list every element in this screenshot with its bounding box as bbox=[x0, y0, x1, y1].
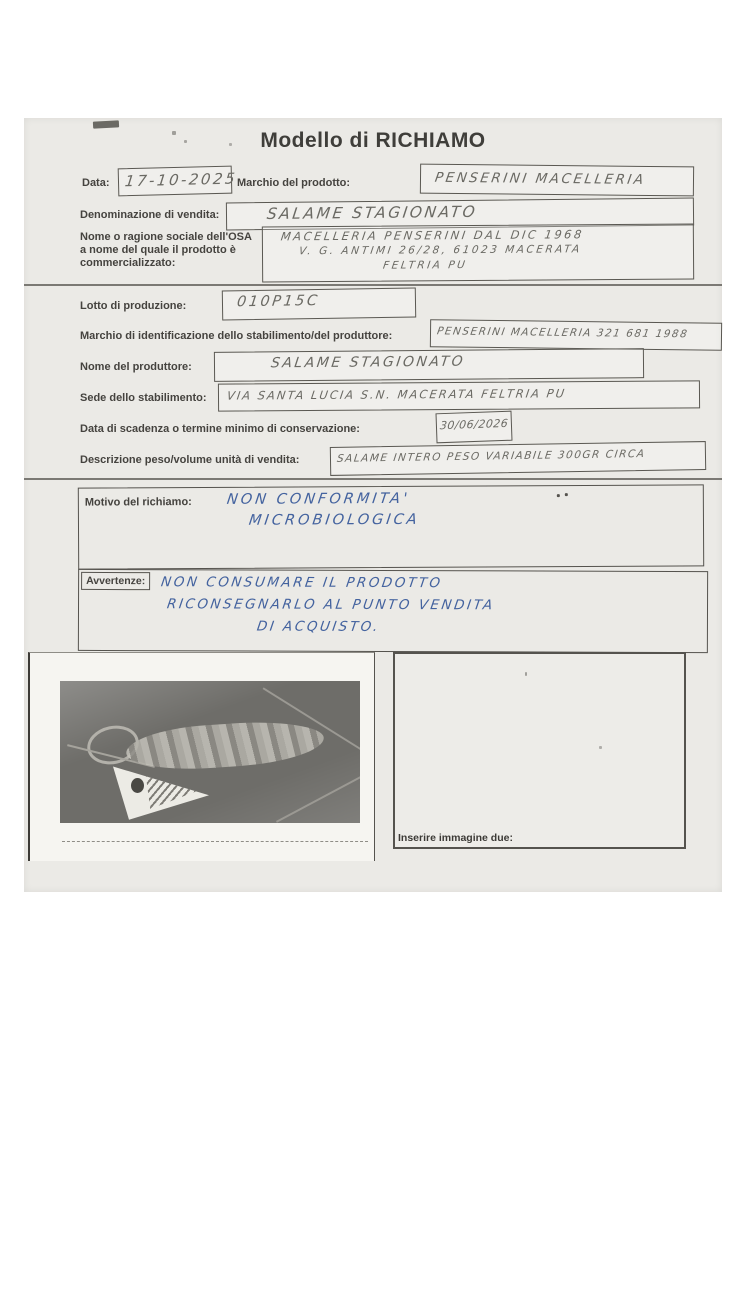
motivo-line1: NON CONFORMITA' bbox=[225, 490, 412, 508]
image-one-box bbox=[28, 652, 375, 861]
field-osa-value-line1: MACELLERIA PENSERINI DAL DIC 1968 bbox=[279, 227, 585, 244]
label-nome-produttore: Nome del produttore: bbox=[80, 361, 192, 373]
field-lotto bbox=[222, 287, 416, 320]
field-sede bbox=[218, 380, 700, 411]
scan-speck bbox=[565, 493, 568, 496]
scan-speck bbox=[525, 672, 527, 676]
label-scadenza: Data di scadenza o termine minimo di conservazione: bbox=[80, 423, 360, 435]
field-sede-value: VIA SANTA LUCIA S.N. MACERATA FELTRIA PU bbox=[226, 386, 567, 403]
field-marchio-stabilimento bbox=[430, 319, 722, 351]
form-title: Modello di RICHIAMO bbox=[260, 129, 486, 152]
field-marchio-prodotto-value: PENSERINI MACELLERIA bbox=[433, 169, 647, 188]
label-marchio-prodotto: Marchio del prodotto: bbox=[237, 177, 351, 189]
field-marchio-stabilimento-value: PENSERINI MACELLERIA 321 681 1988 bbox=[436, 325, 690, 341]
field-descrizione-value: SALAME INTERO PESO VARIABILE 300GR CIRCA bbox=[336, 447, 647, 465]
label-osa-line3: commercializzato: bbox=[80, 257, 176, 269]
image-two-label: Inserire immagine due: bbox=[398, 832, 513, 844]
avvertenze-line1: NON CONSUMARE IL PRODOTTO bbox=[159, 574, 444, 592]
product-photo bbox=[60, 681, 360, 823]
caption-line bbox=[62, 841, 368, 842]
field-scadenza bbox=[435, 411, 512, 444]
label-sede: Sede dello stabilimento: bbox=[80, 392, 207, 404]
label-osa-line2: a nome del quale il prodotto è bbox=[80, 244, 236, 256]
field-nome-produttore-value: SALAME STAGIONATO bbox=[269, 353, 467, 372]
field-nome-produttore bbox=[214, 348, 644, 382]
scanned-recall-form bbox=[24, 118, 722, 892]
scan-smudge bbox=[93, 120, 119, 128]
field-denominazione-value: SALAME STAGIONATO bbox=[265, 202, 479, 224]
label-lotto: Lotto di produzione: bbox=[80, 300, 187, 312]
label-osa bbox=[80, 231, 260, 270]
field-scadenza-value: 30/06/2026 bbox=[439, 416, 509, 433]
label-marchio-stabilimento: Marchio di identificazione dello stabilimento/del produttore: bbox=[80, 330, 393, 342]
avvertenze-line3: DI ACQUISTO. bbox=[255, 618, 382, 635]
label-osa-line1: Nome o ragione sociale dell'OSA bbox=[80, 231, 252, 243]
avvertenze-line2: RICONSEGNARLO AL PUNTO VENDITA bbox=[165, 596, 496, 614]
field-osa-value-line3: FELTRIA PU bbox=[382, 259, 469, 272]
field-osa-value-line2: V. G. ANTIMI 26/28, 61023 MACERATA bbox=[298, 243, 583, 258]
motivo-line2: MICROBIOLOGICA bbox=[247, 511, 421, 529]
separator-line bbox=[24, 284, 722, 286]
section-avvertenze bbox=[78, 569, 708, 653]
label-motivo: Motivo del richiamo: bbox=[84, 496, 192, 509]
field-marchio-prodotto bbox=[420, 164, 694, 197]
photo-tag-mark bbox=[131, 778, 144, 793]
separator-line bbox=[24, 478, 722, 480]
label-data: Data: bbox=[82, 177, 110, 189]
label-denominazione: Denominazione di vendita: bbox=[80, 209, 220, 221]
field-descrizione bbox=[330, 441, 706, 476]
scan-speck bbox=[557, 494, 560, 497]
section-motivo bbox=[78, 484, 704, 569]
label-avvertenze: Avvertenze: bbox=[81, 572, 150, 590]
image-two-box bbox=[393, 652, 686, 849]
field-data bbox=[118, 166, 239, 197]
field-lotto-value: 010P15C bbox=[235, 292, 321, 311]
field-osa bbox=[262, 223, 694, 282]
field-data-value: 17-10-2025 bbox=[123, 169, 239, 191]
scan-speck bbox=[599, 746, 602, 749]
label-descrizione: Descrizione peso/volume unità di vendita: bbox=[80, 454, 300, 466]
